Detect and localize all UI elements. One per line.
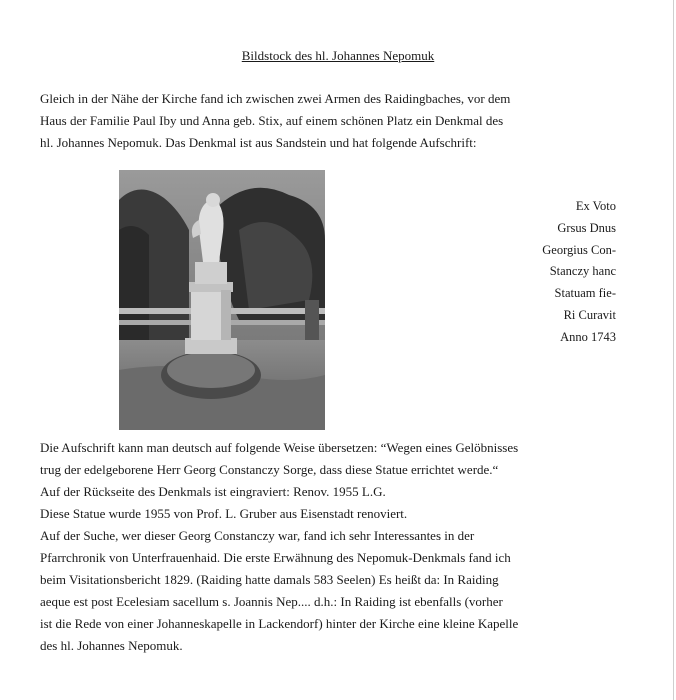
body-paragraph	[40, 437, 640, 657]
body-line: beim Visitationsbericht 1829. (Raiding hatte damals 583 Seelen) Es heißt da: In Raiding	[40, 572, 499, 587]
body-line: des hl. Johannes Nepomuk.	[40, 638, 183, 653]
intro-line: Gleich in der Nähe der Kirche fand ich zwischen zwei Armen des Raidingbaches, vor dem	[40, 91, 511, 106]
body-line: Auf der Rückseite des Denkmals ist eingraviert: Renov. 1955 L.G.	[40, 484, 386, 499]
intro-paragraph	[40, 88, 640, 154]
inscription-line: Anno 1743	[560, 329, 616, 344]
inscription-line: Statuam fie-	[554, 286, 616, 301]
intro-line: hl. Johannes Nepomuk. Das Denkmal ist aus Sandstein und hat folgende Aufschrift:	[40, 135, 477, 150]
body-line: trug der edelgeborene Herr Georg Constanczy Sorge, dass diese Statue errichtet werde.“	[40, 462, 499, 477]
inscription-line: Stanczy hanc	[549, 264, 616, 279]
body-line: Die Aufschrift kann man deutsch auf folgende Weise übersetzen: “Wegen eines Gelöbnisses	[40, 440, 519, 455]
body-line: Auf der Suche, wer dieser Georg Constanczy war, fand ich sehr Interessantes in der	[40, 528, 475, 543]
body-line: aeque est post Ecelesiam sacellum s. Joannis Nep.... d.h.: In Raiding ist ebenfalls (vorher	[40, 594, 503, 609]
inscription-text	[416, 196, 616, 349]
inscription-line: Georgius Con-	[542, 242, 616, 257]
intro-line: Haus der Familie Paul Iby und Anna geb. Stix, auf einem schönen Platz ein Denkmal des	[40, 113, 504, 128]
body-line: Pfarrchronik von Unterfrauenhaid. Die erste Erwähnung des Nepomuk-Denkmals fand ich	[40, 550, 511, 565]
monument-photo	[119, 170, 325, 430]
body-line: ist die Rede von einer Johanneskapelle in Lackendorf) hinter der Kirche eine kleine Kapelle	[40, 616, 519, 631]
inscription-line: Grsus Dnus	[557, 220, 616, 235]
body-line: Diese Statue wurde 1955 von Prof. L. Gruber aus Eisenstadt renoviert.	[40, 506, 408, 521]
page-title: Bildstock des hl. Johannes Nepomuk	[241, 48, 435, 63]
page-edge-line	[673, 0, 674, 700]
inscription-line: Ri Curavit	[563, 307, 616, 322]
inscription-line: Ex Voto	[575, 199, 616, 213]
